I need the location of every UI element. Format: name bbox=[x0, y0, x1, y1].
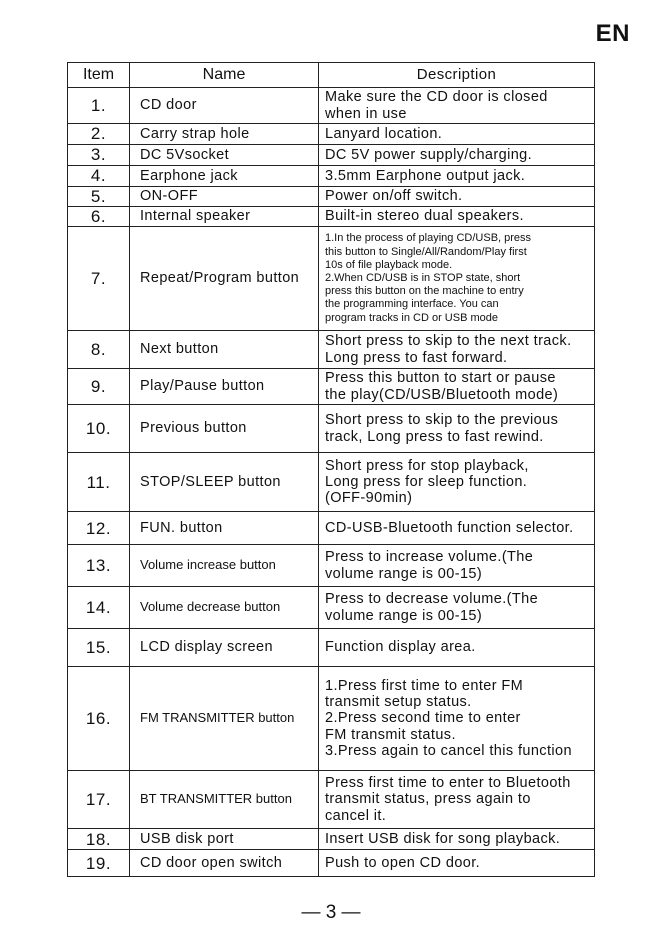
item-number: 15. bbox=[68, 629, 130, 667]
item-description: Function display area. bbox=[319, 629, 595, 667]
item-description: Push to open CD door. bbox=[319, 850, 595, 877]
item-description: DC 5V power supply/charging. bbox=[319, 145, 595, 166]
item-name: ON-OFF bbox=[130, 187, 319, 207]
item-name: STOP/SLEEP button bbox=[130, 453, 319, 512]
item-description: 1.In the process of playing CD/USB, press this button to Single/All/Random/Play first 10s of file playback mode. 2.When CD/USB is in STOP state, short press this button on the machine to entry the programming interface. You can program tracks in CD or USB mode bbox=[319, 227, 595, 331]
item-name: Repeat/Program button bbox=[130, 227, 319, 331]
table-row bbox=[68, 331, 595, 369]
item-number: 8. bbox=[68, 331, 130, 369]
item-number: 19. bbox=[68, 850, 130, 877]
item-name: LCD display screen bbox=[130, 629, 319, 667]
item-name: Volume decrease button bbox=[130, 587, 319, 629]
table-row bbox=[68, 629, 595, 667]
item-description: Short press to skip to the previous track, Long press to fast rewind. bbox=[319, 405, 595, 453]
item-description: Press this button to start or pause the play(CD/USB/Bluetooth mode) bbox=[319, 369, 595, 405]
item-description: Press to increase volume.(The volume range is 00-15) bbox=[319, 545, 595, 587]
item-name: Previous button bbox=[130, 405, 319, 453]
item-number: 7. bbox=[68, 227, 130, 331]
language-mark: EN bbox=[595, 20, 630, 47]
item-description: Press to decrease volume.(The volume range is 00-15) bbox=[319, 587, 595, 629]
item-name: Volume increase button bbox=[130, 545, 319, 587]
item-number: 18. bbox=[68, 829, 130, 850]
table-row bbox=[68, 545, 595, 587]
item-description: Insert USB disk for song playback. bbox=[319, 829, 595, 850]
item-description: Lanyard location. bbox=[319, 124, 595, 145]
item-name: CD door open switch bbox=[130, 850, 319, 877]
table-row bbox=[68, 187, 595, 207]
item-number: 10. bbox=[68, 405, 130, 453]
item-number: 2. bbox=[68, 124, 130, 145]
page-number: — 3 — bbox=[301, 902, 361, 923]
table-row bbox=[68, 369, 595, 405]
item-number: 3. bbox=[68, 145, 130, 166]
table-row bbox=[68, 829, 595, 850]
item-name: FUN. button bbox=[130, 512, 319, 545]
table-header-row bbox=[68, 63, 595, 88]
table-row bbox=[68, 850, 595, 877]
item-description: Short press to skip to the next track. Long press to fast forward. bbox=[319, 331, 595, 369]
item-number: 11. bbox=[68, 453, 130, 512]
table-row bbox=[68, 405, 595, 453]
item-number: 13. bbox=[68, 545, 130, 587]
header-description: Description bbox=[319, 63, 595, 88]
item-description: 3.5mm Earphone output jack. bbox=[319, 166, 595, 187]
header-item: Item bbox=[68, 63, 130, 88]
item-description: Built-in stereo dual speakers. bbox=[319, 207, 595, 227]
table-row bbox=[68, 587, 595, 629]
item-number: 1. bbox=[68, 88, 130, 124]
table-row bbox=[68, 227, 595, 331]
table-row bbox=[68, 88, 595, 124]
item-number: 6. bbox=[68, 207, 130, 227]
item-name: Play/Pause button bbox=[130, 369, 319, 405]
item-name: Carry strap hole bbox=[130, 124, 319, 145]
item-name: Earphone jack bbox=[130, 166, 319, 187]
table-row bbox=[68, 166, 595, 187]
table-row bbox=[68, 124, 595, 145]
item-name: BT TRANSMITTER button bbox=[130, 771, 319, 829]
item-number: 17. bbox=[68, 771, 130, 829]
item-number: 4. bbox=[68, 166, 130, 187]
item-number: 5. bbox=[68, 187, 130, 207]
header-name: Name bbox=[130, 63, 319, 88]
item-name: FM TRANSMITTER button bbox=[130, 667, 319, 771]
item-name: CD door bbox=[130, 88, 319, 124]
table-row bbox=[68, 771, 595, 829]
table-row bbox=[68, 145, 595, 166]
parts-table bbox=[67, 62, 595, 877]
item-name: DC 5Vsocket bbox=[130, 145, 319, 166]
item-description: Power on/off switch. bbox=[319, 187, 595, 207]
item-name: USB disk port bbox=[130, 829, 319, 850]
table-row bbox=[68, 207, 595, 227]
item-number: 14. bbox=[68, 587, 130, 629]
item-description: 1.Press first time to enter FM transmit setup status. 2.Press second time to enter FM transmit status. 3.Press again to cancel this function bbox=[319, 667, 595, 771]
table-row bbox=[68, 453, 595, 512]
item-description: Short press for stop playback, Long press for sleep function. (OFF-90min) bbox=[319, 453, 595, 512]
item-name: Next button bbox=[130, 331, 319, 369]
table-row bbox=[68, 512, 595, 545]
item-description: CD-USB-Bluetooth function selector. bbox=[319, 512, 595, 545]
item-description: Press first time to enter to Bluetooth transmit status, press again to cancel it. bbox=[319, 771, 595, 829]
item-number: 16. bbox=[68, 667, 130, 771]
table-row bbox=[68, 667, 595, 771]
item-number: 12. bbox=[68, 512, 130, 545]
item-number: 9. bbox=[68, 369, 130, 405]
item-description: Make sure the CD door is closed when in use bbox=[319, 88, 595, 124]
item-name: Internal speaker bbox=[130, 207, 319, 227]
